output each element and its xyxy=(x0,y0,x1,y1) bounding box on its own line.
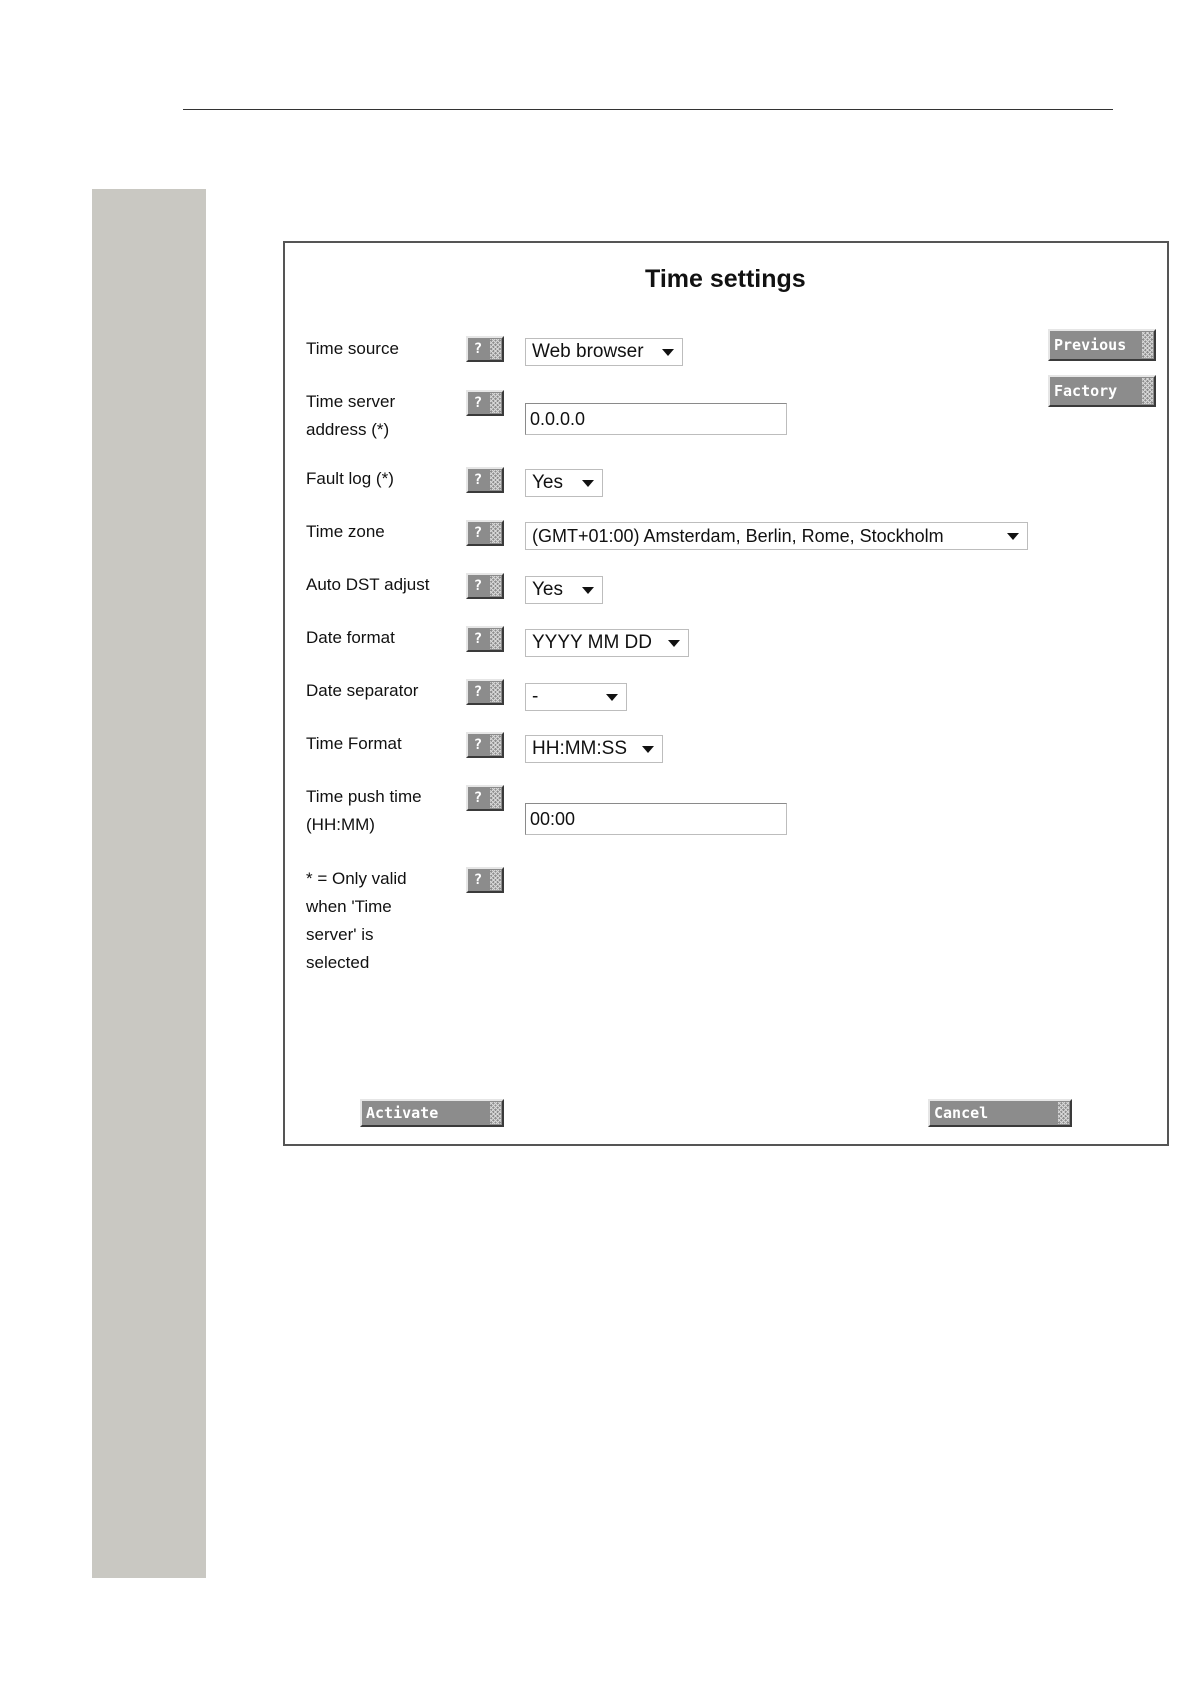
time-source-help-button[interactable] xyxy=(466,336,504,362)
grip-icon xyxy=(490,1102,501,1124)
chevron-down-icon xyxy=(606,694,618,701)
grip-icon xyxy=(490,393,501,413)
help-icon: ? xyxy=(473,872,483,888)
auto-dst-adjust-help-button[interactable] xyxy=(466,573,504,599)
time-zone-value: (GMT+01:00) Amsterdam, Berlin, Rome, Stockholm xyxy=(532,526,944,546)
date-separator-help-button[interactable] xyxy=(466,679,504,705)
time-server-address-label: Time server address (*) xyxy=(306,392,396,439)
date-format-help-button[interactable] xyxy=(466,626,504,652)
previous-button-label: Previous xyxy=(1054,336,1127,354)
time-settings-panel xyxy=(283,241,1169,1146)
cancel-button[interactable] xyxy=(928,1099,1072,1127)
header-rule xyxy=(183,109,1113,110)
grip-icon xyxy=(1142,332,1153,358)
date-separator-value: - xyxy=(532,686,539,707)
factory-button-label: Factory xyxy=(1054,382,1118,400)
panel-title: Time settings xyxy=(645,265,806,293)
cancel-button-label: Cancel xyxy=(934,1104,989,1122)
grip-icon xyxy=(490,523,501,543)
grip-icon xyxy=(490,735,501,755)
grip-icon xyxy=(490,629,501,649)
fault-log-value: Yes xyxy=(532,472,563,493)
note-help-button[interactable] xyxy=(466,867,504,893)
activate-button[interactable] xyxy=(360,1099,504,1127)
time-server-address-help-button[interactable] xyxy=(466,390,504,416)
help-icon: ? xyxy=(473,631,483,647)
grip-icon xyxy=(1058,1102,1069,1124)
help-icon: ? xyxy=(473,341,483,357)
time-push-time-help-button[interactable] xyxy=(466,785,504,811)
help-icon: ? xyxy=(473,395,483,411)
time-source-label: Time source xyxy=(306,339,399,358)
time-source-value: Web browser xyxy=(532,341,644,362)
date-format-select[interactable] xyxy=(525,629,689,657)
grip-icon xyxy=(490,339,501,359)
chevron-down-icon xyxy=(1007,533,1019,540)
help-icon: ? xyxy=(473,737,483,753)
date-separator-select[interactable] xyxy=(525,683,627,711)
grip-icon xyxy=(490,682,501,702)
grip-icon xyxy=(490,870,501,890)
help-icon: ? xyxy=(473,525,483,541)
time-format-select[interactable] xyxy=(525,735,663,763)
time-server-address-input[interactable]: 0.0.0.0 xyxy=(525,403,787,435)
help-icon: ? xyxy=(473,578,483,594)
activate-button-label: Activate xyxy=(366,1104,439,1122)
grip-icon xyxy=(490,470,501,490)
chevron-down-icon xyxy=(582,480,594,487)
factory-button[interactable] xyxy=(1048,375,1156,407)
time-source-select[interactable] xyxy=(525,338,683,366)
previous-button[interactable] xyxy=(1048,329,1156,361)
chevron-down-icon xyxy=(668,640,680,647)
fault-log-select[interactable] xyxy=(525,469,603,497)
time-zone-select[interactable] xyxy=(525,522,1028,550)
date-format-value: YYYY MM DD xyxy=(532,632,653,653)
time-format-label: Time Format xyxy=(306,734,402,753)
help-icon: ? xyxy=(473,684,483,700)
time-format-value: HH:MM:SS xyxy=(532,738,627,759)
time-push-time-input[interactable]: 00:00 xyxy=(525,803,787,835)
chevron-down-icon xyxy=(662,349,674,356)
auto-dst-adjust-value: Yes xyxy=(532,579,563,600)
help-icon: ? xyxy=(473,790,483,806)
side-bar xyxy=(92,189,206,1578)
auto-dst-adjust-select[interactable] xyxy=(525,576,603,604)
date-separator-label: Date separator xyxy=(306,681,419,700)
time-zone-label: Time zone xyxy=(306,522,385,541)
grip-icon xyxy=(490,576,501,596)
grip-icon xyxy=(490,788,501,808)
time-zone-help-button[interactable] xyxy=(466,520,504,546)
time-format-help-button[interactable] xyxy=(466,732,504,758)
auto-dst-adjust-label: Auto DST adjust xyxy=(306,575,430,594)
fault-log-help-button[interactable] xyxy=(466,467,504,493)
fault-log-label: Fault log (*) xyxy=(306,469,394,488)
chevron-down-icon xyxy=(582,587,594,594)
grip-icon xyxy=(1142,378,1153,404)
date-format-label: Date format xyxy=(306,628,395,647)
time-push-time-label: Time push time (HH:MM) xyxy=(306,787,422,834)
note-text: * = Only valid when 'Time server' is selected xyxy=(306,869,407,972)
help-icon: ? xyxy=(473,472,483,488)
chevron-down-icon xyxy=(642,746,654,753)
